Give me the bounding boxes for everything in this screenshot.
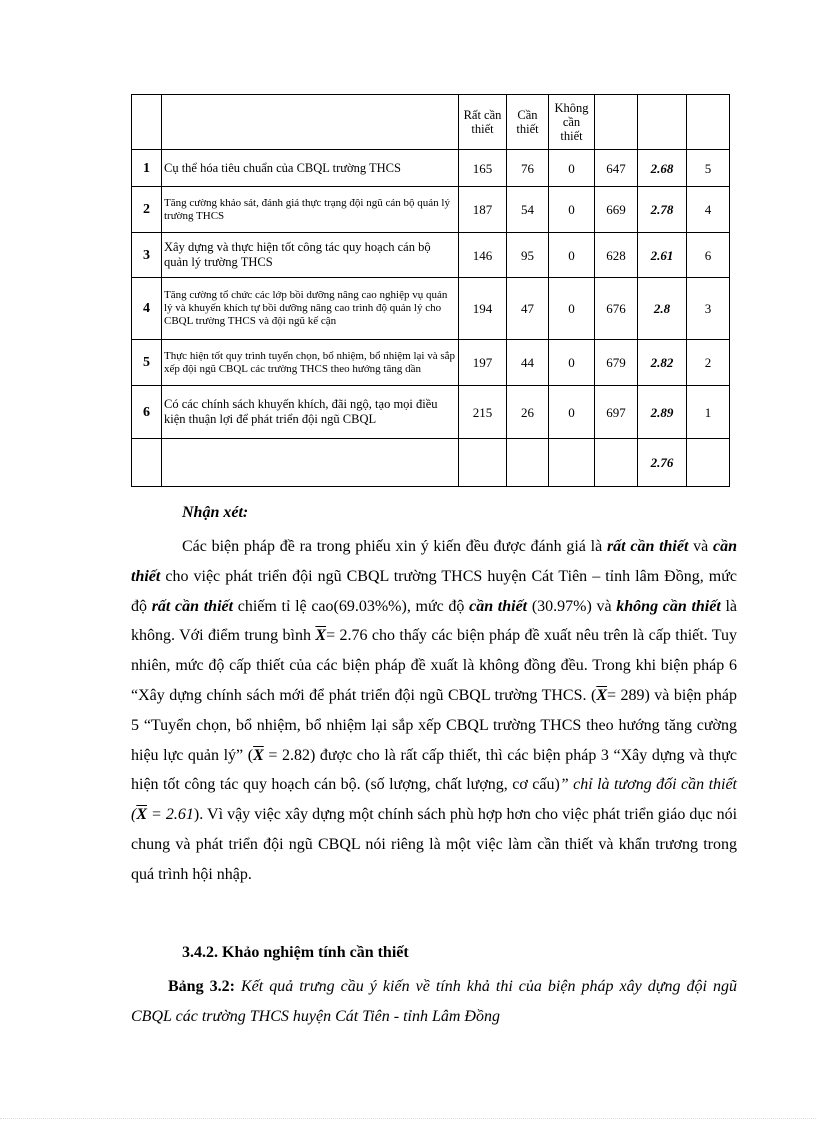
row-rat-can-thiet: 197 [459, 340, 507, 386]
section-title: 3.4.2. Khảo nghiệm tính cần thiết [182, 944, 409, 961]
row-sum: 647 [595, 150, 638, 187]
header-rat-can-thiet: Rất cần thiết [459, 95, 507, 150]
row-rat-can-thiet: 146 [459, 233, 507, 278]
row-mean: 2.68 [638, 150, 687, 187]
row-can-thiet: 76 [507, 150, 549, 187]
row-mean: 2.8 [638, 278, 687, 340]
row-sum: 669 [595, 187, 638, 233]
row-khong-can-thiet: 0 [549, 150, 595, 187]
row-rank: 5 [687, 150, 730, 187]
row-stt: 2 [132, 187, 162, 233]
row-can-thiet: 47 [507, 278, 549, 340]
row-stt: 3 [132, 233, 162, 278]
mean-symbol: $\overline{X}$ [253, 746, 264, 764]
row-khong-can-thiet: 0 [549, 278, 595, 340]
row-khong-can-thiet: 0 [549, 340, 595, 386]
row-rank: 2 [687, 340, 730, 386]
row-description: Cụ thể hóa tiêu chuẩn của CBQL trường THCS [162, 150, 459, 187]
table-row [132, 150, 730, 187]
table-row [132, 340, 730, 386]
mean-symbol: $\overline{X}$ [315, 627, 327, 645]
table-row [132, 233, 730, 278]
row-stt: 1 [132, 150, 162, 187]
row-mean: 2.89 [638, 386, 687, 439]
row-rank: 1 [687, 386, 730, 439]
row-khong-can-thiet: 0 [549, 233, 595, 278]
header-khong-can-thiet: Không cần thiết [549, 95, 595, 150]
row-rank: 4 [687, 187, 730, 233]
row-mean: 2.82 [638, 340, 687, 386]
survey-results-table [131, 94, 730, 487]
total-mean: 2.76 [638, 439, 687, 487]
row-description: Tăng cường tổ chức các lớp bồi dưỡng nâng cao nghiệp vụ quản lý và khuyến khích tự bồi dưỡng nâng cao trình độ quản lý cho CBQL trường THCS và đội ngũ kế cận [162, 278, 459, 340]
header-can-thiet: Cần thiết [507, 95, 549, 150]
row-rat-can-thiet: 165 [459, 150, 507, 187]
row-can-thiet: 26 [507, 386, 549, 439]
row-rank: 3 [687, 278, 730, 340]
row-can-thiet: 54 [507, 187, 549, 233]
comment-paragraph: Các biện pháp đề ra trong phiếu xin ý kiến đều được đánh giá là rất cần thiết và cần thiết cho việc phát triển đội ngũ CBQL trường THCS huyện Cát Tiên – tỉnh lâm Đồng, mức độ rất cần thiết chiếm tỉ lệ cao(69.03%%), mức độ cần thiết (30.97%) và không cần thiết là không. Với điểm trung bình $\overline{X}= 2.76$ cho thấy các biện pháp đề xuất nêu trên là cấp thiết. Tuy nhiên, mức độ cấp thiết của các biện pháp đề xuất là không đồng đều. Trong khi biện pháp 6 “Xây dựng chính sách mới để phát triển đội ngũ CBQL trường THCS. $(\overline{X}= 289)$ và biện pháp 5 “Tuyển chọn, bổ nhiệm, bổ nhiệm lại sắp xếp CBQL trường THCS theo hướng tăng cường hiệu lực quản lý” $(\overline{X} = 2.82)$ được cho là rất cấp thiết, thì các biện pháp 3 “Xây dựng và thực hiện tốt công tác quy hoạch cán bộ. (số lượng, chất lượng, cơ cấu)” chỉ là tương đối cần thiết $(\overline{X} = 2.61)$. Vì vậy việc xây dựng một chính sách phù hợp hơn cho việc phát triển giáo dục nói chung và phát triển đội ngũ CBQL nói riêng là một việc làm cần thiết và khẩn trương trong quá trình hội nhập. [131, 538, 738, 883]
row-stt: 5 [132, 340, 162, 386]
row-can-thiet: 44 [507, 340, 549, 386]
table-row [132, 386, 730, 439]
row-description: Thực hiện tốt quy trình tuyển chọn, bổ nhiệm, bổ nhiệm lại và sắp xếp đội ngũ CBQL các trường THCS theo hướng tăng dần [162, 340, 459, 386]
row-stt: 4 [132, 278, 162, 340]
header-description [162, 95, 459, 150]
row-rank: 6 [687, 233, 730, 278]
row-stt: 6 [132, 386, 162, 439]
mean-symbol: $\overline{X}$ [136, 806, 147, 824]
row-description: Xây dựng và thực hiện tốt công tác quy hoạch cán bộ quản lý trường THCS [162, 233, 459, 278]
row-description: Tăng cường khảo sát, đánh giá thực trạng đội ngũ cán bộ quản lý trường THCS [162, 187, 459, 233]
row-sum: 628 [595, 233, 638, 278]
table-total-row [132, 439, 730, 487]
table-row [132, 278, 730, 340]
row-mean: 2.61 [638, 233, 687, 278]
row-rat-can-thiet: 187 [459, 187, 507, 233]
row-khong-can-thiet: 0 [549, 187, 595, 233]
row-mean: 2.78 [638, 187, 687, 233]
header-sum [595, 95, 638, 150]
page-bottom-divider [0, 1118, 816, 1119]
table-row [132, 187, 730, 233]
comment-heading: Nhận xét: [182, 504, 249, 521]
row-rat-can-thiet: 215 [459, 386, 507, 439]
row-rat-can-thiet: 194 [459, 278, 507, 340]
table-header-row [132, 95, 730, 150]
header-stt [132, 95, 162, 150]
header-rank [687, 95, 730, 150]
table-caption: Bảng 3.2: Kết quả trưng cầu ý kiến về tính khả thi của biện pháp xây dựng đội ngũ CBQL các trường THCS huyện Cát Tiên - tỉnh Lâm Đồng [131, 978, 738, 1025]
row-sum: 676 [595, 278, 638, 340]
mean-symbol: $\overline{X}$ [596, 686, 607, 704]
row-can-thiet: 95 [507, 233, 549, 278]
header-mean [638, 95, 687, 150]
row-description: Có các chính sách khuyến khích, đãi ngộ, tạo mọi điều kiện thuận lợi để phát triển đội ngũ CBQL [162, 386, 459, 439]
row-sum: 679 [595, 340, 638, 386]
row-khong-can-thiet: 0 [549, 386, 595, 439]
row-sum: 697 [595, 386, 638, 439]
